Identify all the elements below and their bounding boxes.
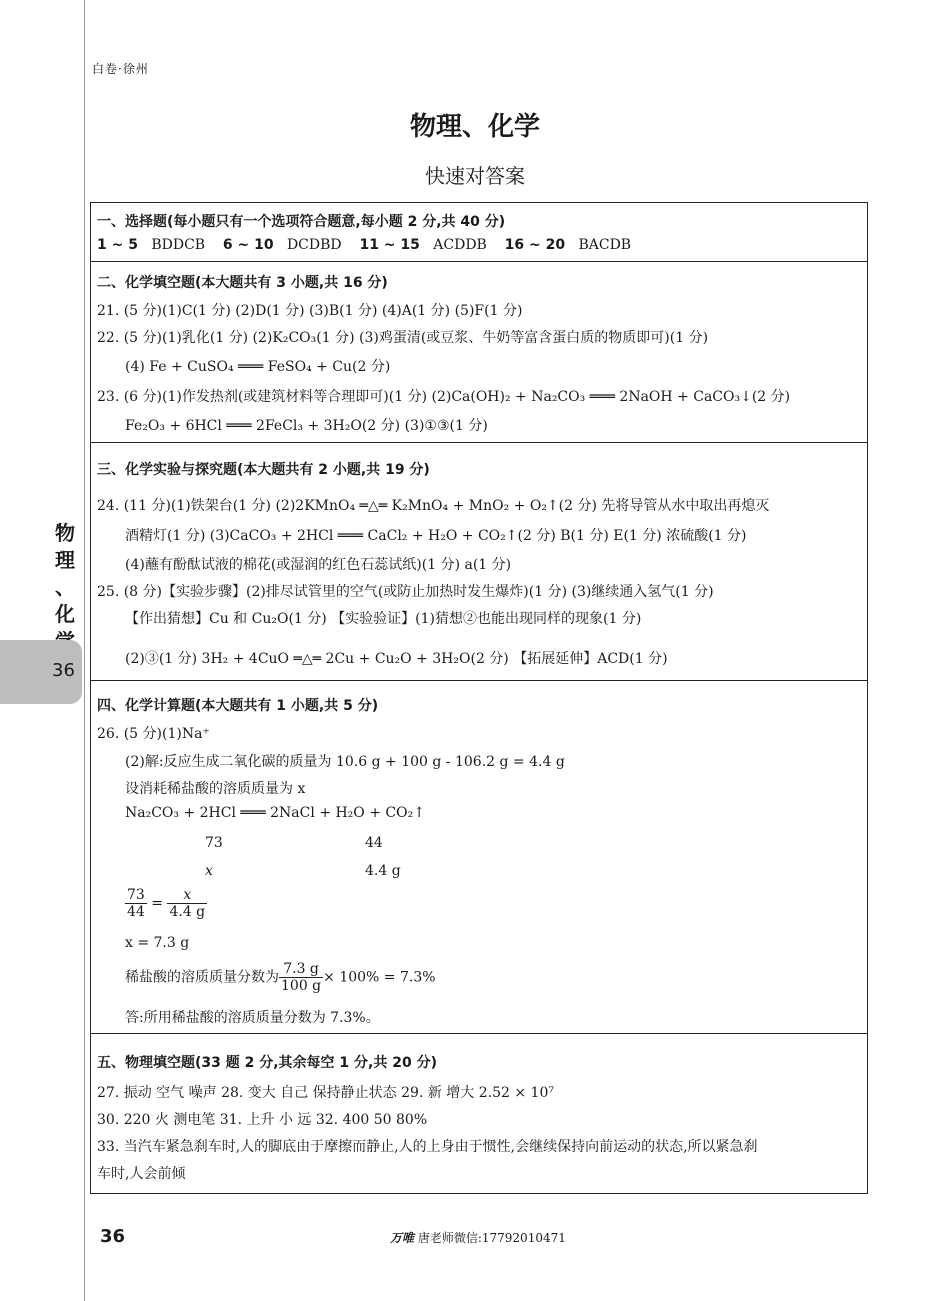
answer-line: 30. 220 火 测电笔 31. 上升 小 远 32. 400 50 80% [97, 1112, 428, 1128]
side-char: 物 [55, 521, 75, 545]
answer-line: 酒精灯(1 分) (3)CaCO₃ + 2HCl ═══ CaCl₂ + H₂O + CO₂↑(2 分) B(1 分) E(1 分) 浓硫酸(1 分) [125, 528, 747, 544]
answer-value: BACDB [578, 237, 632, 253]
page-subtitle: 快速对答案 [425, 164, 525, 188]
section-heading: 五、物理填空题(33 题 2 分,其余每空 1 分,共 20 分) [97, 1055, 437, 1071]
side-page-number: 36 [52, 660, 75, 681]
answer-line: 27. 振动 空气 噪声 28. 变大 自己 保持静止状态 29. 新 增大 2.52 × 10⁷ [97, 1085, 554, 1101]
answer-line: 【作出猜想】Cu 和 Cu₂O(1 分) 【实验验证】(1)猜想②也能出现同样的现象(1 分) [125, 611, 642, 627]
answer-line: 设消耗稀盐酸的溶质质量为 x [125, 781, 306, 797]
answer-line: 23. (6 分)(1)作发热剂(或建筑材料等合理即可)(1 分) (2)Ca(OH)₂ + Na₂CO₃ ═══ 2NaOH + CaCO₃↓(2 分) [97, 389, 791, 405]
footer-watermark [390, 1229, 566, 1246]
answer-range: 11 ~ 15 [359, 237, 420, 253]
proportion [125, 887, 207, 920]
answer-line: (2)③(1 分) 3H₂ + 4CuO ═△═ 2Cu + Cu₂O + 3H₂O(2 分) 【拓展延伸】ACD(1 分) [125, 651, 668, 667]
section-heading: 四、化学计算题(本大题共有 1 小题,共 5 分) [97, 698, 379, 714]
margin-rule [84, 0, 85, 1301]
page-title: 物理、化学 [409, 112, 540, 142]
ratio-value: 73 [205, 835, 223, 851]
choice-answers [97, 237, 631, 253]
answer-line: 21. (5 分)(1)C(1 分) (2)D(1 分) (3)B(1 分) (4)A(1 分) (5)F(1 分) [97, 303, 523, 319]
answer-line: (4) Fe + CuSO₄ ═══ FeSO₄ + Cu(2 分) [125, 359, 391, 375]
final-answer: 答:所用稀盐酸的溶质质量分数为 7.3%。 [125, 1010, 380, 1026]
answer-line: 车时,人会前倾 [97, 1166, 186, 1182]
section-choice [91, 203, 867, 262]
equals-sign: = [151, 895, 164, 912]
side-page-tab [0, 640, 82, 704]
section-chem-fill [91, 262, 867, 443]
answer-box [90, 202, 868, 1194]
section-chem-experiment [91, 443, 867, 681]
ratio-value: x [205, 863, 213, 879]
answer-range: 6 ~ 10 [222, 237, 274, 253]
ratio-value: 44 [365, 835, 383, 851]
side-char: 理 [55, 548, 75, 572]
percent-line [125, 961, 436, 994]
x-result: x = 7.3 g [125, 935, 190, 951]
percent-prefix: 稀盐酸的溶质质量分数为 [125, 969, 279, 986]
answer-value: BDDCB [151, 237, 206, 253]
answer-value: DCDBD [286, 237, 342, 253]
fraction: $\frac{7.3 g}{100 g}$ [281, 961, 322, 994]
equation-line: Na₂CO₃ + 2HCl ═══ 2NaCl + H₂O + CO₂↑ [125, 805, 425, 821]
side-subject-label [50, 520, 80, 655]
ratio-value: 4.4 g [365, 863, 401, 879]
answer-line: 25. (8 分)【实验步骤】(2)排尽试管里的空气(或防止加热时发生爆炸)(1 分) (3)继续通入氢气(1 分) [97, 584, 714, 600]
section-heading: 二、化学填空题(本大题共有 3 小题,共 16 分) [97, 275, 388, 291]
answer-line: (2)解:反应生成二氧化碳的质量为 10.6 g + 100 g - 106.2 g = 4.4 g [125, 754, 565, 770]
header-tag: 白卷·徐州 [92, 62, 149, 76]
footer-contact: 唐老师微信:17792010471 [417, 1231, 566, 1245]
side-char: 化 [55, 602, 75, 626]
section-heading: 三、化学实验与探究题(本大题共有 2 小题,共 19 分) [97, 462, 430, 478]
section-heading: 一、选择题(每小题只有一个选项符合题意,每小题 2 分,共 40 分) [97, 214, 506, 230]
answer-range: 1 ~ 5 [97, 237, 138, 253]
answer-line: 33. 当汽车紧急刹车时,人的脚底由于摩擦而静止,人的上身由于惯性,会继续保持向前运动的状态,所以紧急刹 [97, 1139, 758, 1155]
answer-line: 24. (11 分)(1)铁架台(1 分) (2)2KMnO₄ ═△═ K₂MnO₄ + MnO₂ + O₂↑(2 分) 先将导管从水中取出再熄灭 [97, 498, 770, 514]
answer-range: 16 ~ 20 [504, 237, 566, 253]
fraction: $\frac{x}{4.4 g}$ [169, 887, 206, 920]
answer-line: 26. (5 分)(1)Na⁺ [97, 726, 210, 742]
brand-logo: 万唯 [390, 1231, 415, 1245]
side-char: 、 [55, 575, 75, 599]
answer-line: Fe₂O₃ + 6HCl ═══ 2FeCl₃ + 3H₂O(2 分) (3)①③(1 分) [125, 418, 488, 434]
answer-line: 22. (5 分)(1)乳化(1 分) (2)K₂CO₃(1 分) (3)鸡蛋清(或豆浆、牛奶等富含蛋白质的物质即可)(1 分) [97, 330, 709, 346]
answer-value: ACDDB [433, 237, 487, 253]
answer-line: (4)蘸有酚酞试液的棉花(或湿润的红色石蕊试纸)(1 分) a(1 分) [125, 557, 512, 573]
section-chem-calc [91, 681, 867, 1034]
section-physics-fill [91, 1034, 867, 1193]
percent-suffix: × 100% = 7.3% [323, 969, 436, 986]
fraction: $\frac{73}{44}$ [127, 887, 145, 920]
page-number: 36 [100, 1226, 126, 1247]
